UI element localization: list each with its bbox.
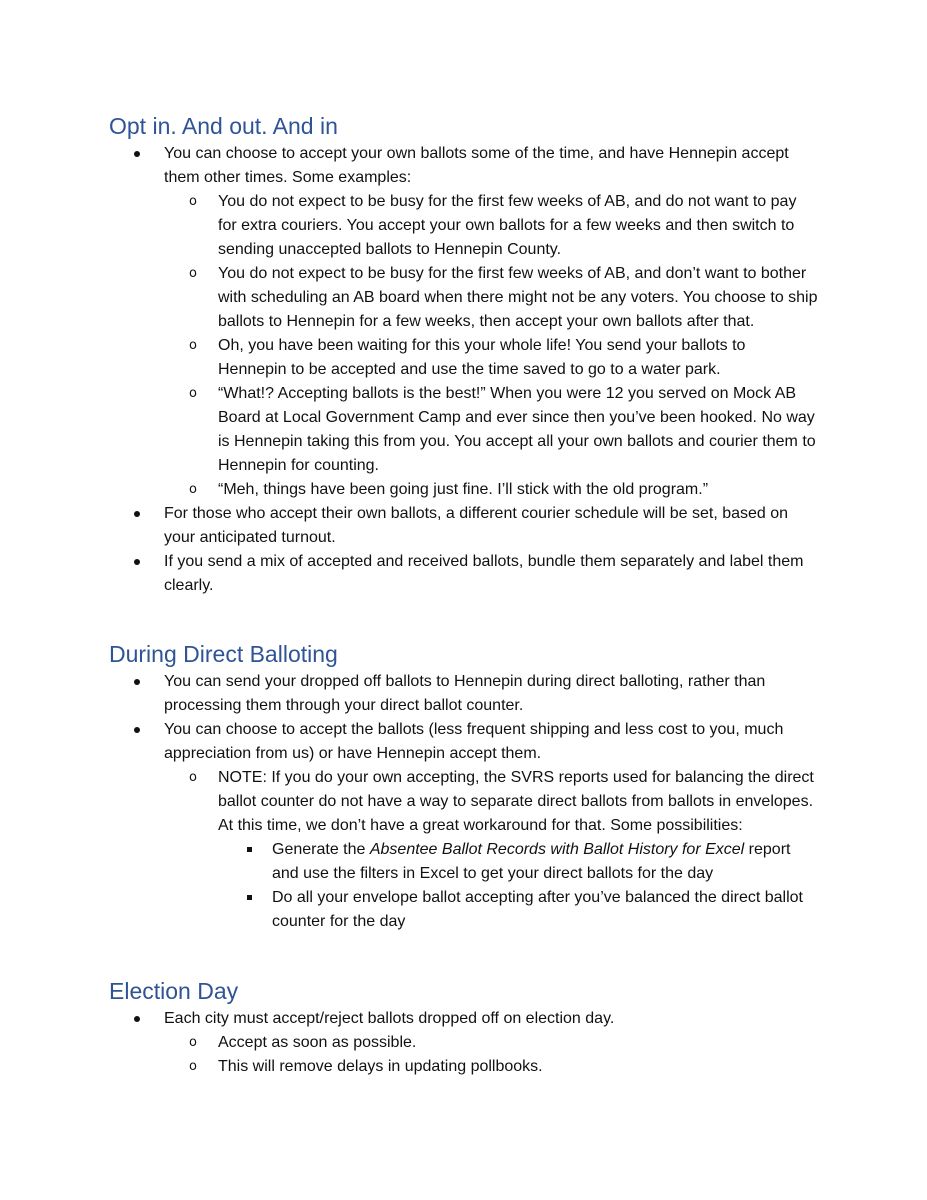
- circle-marker: o: [189, 770, 197, 785]
- bullet-marker: [134, 727, 140, 733]
- bullet-marker: [134, 1016, 140, 1022]
- list-item: [0, 502, 820, 550]
- sub-sub-list-item: [0, 838, 807, 886]
- circle-marker: o: [189, 386, 197, 401]
- circle-marker: o: [189, 338, 197, 353]
- sub-list-item: [0, 766, 818, 838]
- bullet-list: [0, 670, 927, 934]
- sub-item-text: “Meh, things have been going just fine. I’ll stick with the old program.”: [218, 481, 709, 498]
- circle-marker: o: [189, 482, 197, 497]
- sub-item-text: You do not expect to be busy for the first few weeks of AB, and do not want to pay for extra couriers. You accept your own ballots for a few weeks and then switch to sending unaccepted ballots to Hennepin County.: [218, 193, 797, 258]
- report-name: Absentee Ballot Records with Ballot History for Excel: [369, 841, 745, 858]
- bullet-marker: [134, 679, 140, 685]
- sub-list-item: [0, 190, 818, 262]
- sub-sub-item-text: Do all your envelope ballot accepting after you’ve balanced the direct ballot counter for the day: [272, 889, 803, 930]
- sub-list-item: [0, 262, 818, 334]
- list-item-text: If you send a mix of accepted and received ballots, bundle them separately and label them clearly.: [164, 553, 804, 594]
- sub-item-text: Accept as soon as possible.: [218, 1034, 417, 1051]
- section-heading-direct-balloting: During Direct Balloting: [109, 641, 338, 667]
- list-item: [0, 550, 820, 598]
- list-item: [0, 1007, 820, 1031]
- bullet-marker: [134, 151, 140, 157]
- sub-item-text: This will remove delays in updating pollbooks.: [218, 1058, 543, 1075]
- square-marker: [247, 847, 252, 852]
- list-item-text: Each city must accept/reject ballots dropped off on election day.: [164, 1010, 615, 1027]
- sub-sub-item-text: Generate the Absentee Ballot Records with Ballot History for Excel report and use the filters in Excel to get your direct ballots for the day: [272, 841, 791, 882]
- section-opt-in: [0, 142, 927, 598]
- sub-list-item: [0, 478, 818, 502]
- sub-item-text: “What!? Accepting ballots is the best!” When you were 12 you served on Mock AB Board at Local Government Camp and ever since then you’ve been hooked. No way is Hennepin taking this from you. You accept all your own ballots and courier them to Hennepin for counting.: [218, 385, 816, 474]
- bullet-marker: [134, 559, 140, 565]
- list-item: [0, 670, 820, 718]
- circle-marker: o: [189, 1035, 197, 1050]
- list-item: [0, 142, 820, 190]
- section-heading-opt-in: Opt in. And out. And in: [109, 113, 338, 139]
- circle-marker: o: [189, 266, 197, 281]
- sub-item-text: You do not expect to be busy for the first few weeks of AB, and don’t want to bother with scheduling an AB board when there might not be any voters. You choose to ship ballots to Hennepin for a few weeks, then accept your own ballots after that.: [218, 265, 818, 330]
- sub-item-text: Oh, you have been waiting for this your whole life! You send your ballots to Hennepin to be accepted and use the time saved to go to a water park.: [218, 337, 746, 378]
- list-item: [0, 718, 820, 766]
- sub-list-item: [0, 1031, 818, 1055]
- sub-sub-list-item: [0, 886, 807, 934]
- list-item-text: You can send your dropped off ballots to Hennepin during direct balloting, rather than processing them through your direct ballot counter.: [164, 673, 766, 714]
- list-item-text: You can choose to accept the ballots (less frequent shipping and less cost to you, much appreciation from us) or have Hennepin accept them.: [164, 721, 784, 762]
- sub-list-item: [0, 1055, 818, 1079]
- bullet-marker: [134, 511, 140, 517]
- circle-marker: o: [189, 194, 197, 209]
- list-item-text: You can choose to accept your own ballots some of the time, and have Hennepin accept them other times. Some examples:: [164, 145, 789, 186]
- sub-list-item: [0, 382, 818, 478]
- square-marker: [247, 895, 252, 900]
- bullet-list: [0, 142, 927, 598]
- section-heading-election-day: Election Day: [109, 978, 239, 1004]
- section-election-day: [0, 1007, 927, 1079]
- sub-item-text: NOTE: If you do your own accepting, the SVRS reports used for balancing the direct ballot counter do not have a way to separate direct ballots from ballots in envelopes. At this time, we don’t have a great workaround for that. Some possibilities:: [218, 769, 814, 834]
- bullet-list: [0, 1007, 927, 1079]
- list-item-text: For those who accept their own ballots, a different courier schedule will be set, based on your anticipated turnout.: [164, 505, 789, 546]
- sub-list-item: [0, 334, 818, 382]
- section-direct-balloting: [0, 670, 927, 934]
- circle-marker: o: [189, 1059, 197, 1074]
